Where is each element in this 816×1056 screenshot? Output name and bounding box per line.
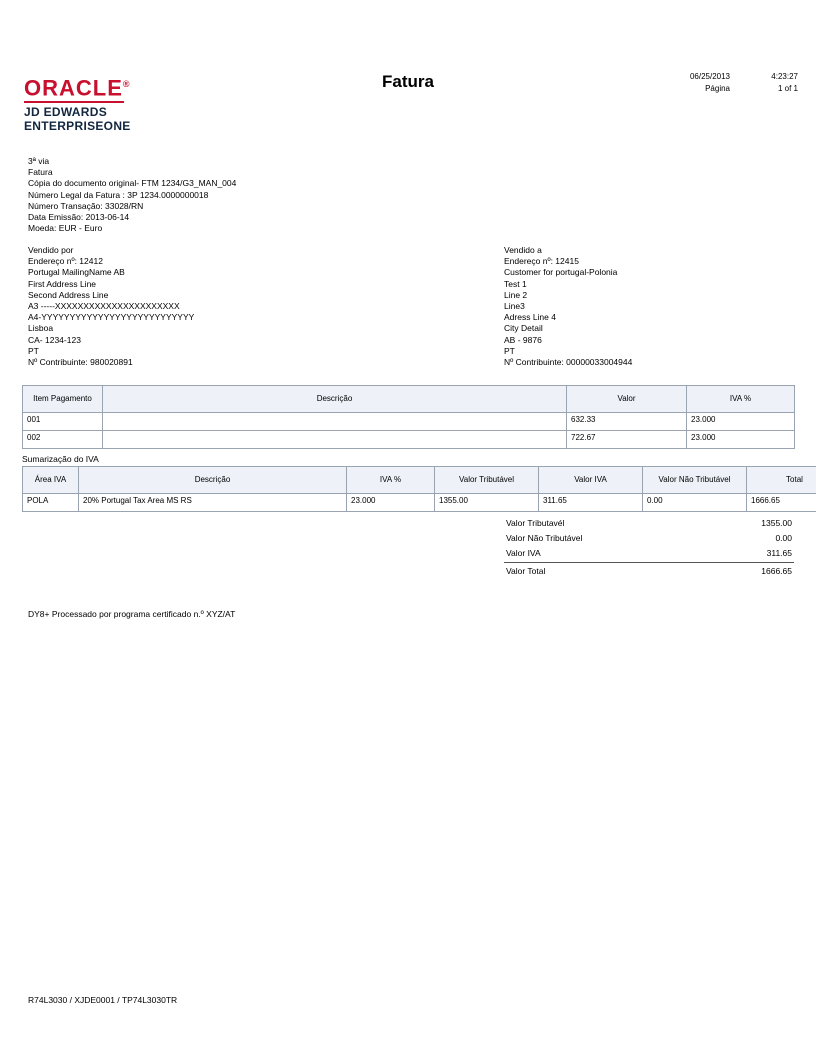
column-header-valor: Valor [567, 386, 687, 413]
total-label: Valor Tributavél [506, 518, 565, 528]
cell-valor-nao-tributavel: 0.00 [643, 494, 747, 512]
sold-to-heading: Vendido a [504, 245, 542, 255]
total-row-valor-total [504, 562, 794, 579]
oracle-brand-text: ORACLE [24, 75, 123, 101]
total-label: Valor Total [506, 566, 546, 576]
sold-by-block [28, 245, 468, 368]
report-id-footer: R74L3030 / XJDE0001 / TP74L3030TR [28, 995, 178, 1005]
lines-header-row [23, 386, 795, 413]
cell-valor-tributavel: 1355.00 [435, 494, 539, 512]
header-time: 4:23:27 [771, 72, 798, 81]
sold-by-line: A3 -----XXXXXXXXXXXXXXXXXXXXXX [28, 301, 180, 312]
iva-summary-label: Sumarização do IVA [22, 454, 99, 464]
header-page-row [578, 83, 798, 95]
oracle-logo [24, 73, 214, 133]
cell-total: 1666.65 [747, 494, 816, 512]
total-label: Valor IVA [506, 548, 541, 558]
cell-iva-pct: 23.000 [347, 494, 435, 512]
sold-to-line: Customer for portugal-Polonia [504, 267, 618, 278]
product-name-line1: JD EDWARDS [24, 105, 108, 120]
sold-by-line: Portugal MailingName AB [28, 267, 125, 278]
logo-underline [24, 101, 124, 103]
registered-mark-icon: ® [122, 79, 131, 89]
invoice-lines-table [22, 385, 795, 449]
total-value: 1666.65 [761, 566, 792, 576]
column-header-valor-iva: Valor IVA [539, 467, 643, 494]
product-name-line2: ENTERPRISEONE [24, 119, 131, 134]
certification-note: DY8+ Processado por programa certificado n.º XYZ/AT [28, 609, 236, 619]
cell-valor: 632.33 [567, 413, 687, 431]
cell-item: 001 [23, 413, 103, 431]
column-header-descricao: Descrição [103, 386, 567, 413]
table-row [23, 494, 816, 512]
iva-header-row [23, 467, 816, 494]
cell-iva: 23.000 [687, 431, 795, 449]
cell-area: POLA [23, 494, 79, 512]
cell-descricao [103, 413, 567, 431]
header-page-value: 1 of 1 [777, 84, 798, 93]
doc-info-line: Data Emissão: 2013-06-14 [28, 212, 130, 223]
total-row-valor-iva [504, 546, 794, 561]
sold-by-line: Endereço nº: 12412 [28, 256, 103, 267]
sold-to-block [504, 245, 794, 368]
cell-iva: 23.000 [687, 413, 795, 431]
sold-by-line: PT [28, 345, 39, 356]
sold-to-line: Line3 [504, 301, 525, 312]
header-datetime-row [578, 71, 798, 83]
page-title: Fatura [382, 72, 434, 91]
column-header-valor-nao-tributavel: Valor Não Tributável [643, 467, 747, 494]
column-header-item-pagamento: Item Pagamento [23, 386, 103, 413]
doc-info-line: Moeda: EUR - Euro [28, 223, 103, 234]
cell-descricao: 20% Portugal Tax Area MS RS [79, 494, 347, 512]
header-page-label: Página [705, 84, 730, 93]
column-header-iva-descricao: Descrição [79, 467, 347, 494]
cell-valor: 722.67 [567, 431, 687, 449]
sold-to-line: AB - 9876 [504, 334, 542, 345]
sold-by-line: First Address Line [28, 278, 97, 289]
header-meta [578, 71, 798, 95]
cell-descricao [103, 431, 567, 449]
column-header-area-iva: Área IVA [23, 467, 79, 494]
total-value: 1355.00 [761, 518, 792, 528]
sold-by-line: Second Address Line [28, 289, 109, 300]
iva-summary-table [22, 466, 816, 512]
column-header-total: Total [747, 467, 816, 494]
column-header-iva-pct: IVA % [687, 386, 795, 413]
sold-to-line: Adress Line 4 [504, 312, 556, 323]
cell-valor-iva: 311.65 [539, 494, 643, 512]
sold-by-line: A4-YYYYYYYYYYYYYYYYYYYYYYYYYYY [28, 312, 195, 323]
sold-to-line: PT [504, 345, 515, 356]
table-row [23, 431, 795, 449]
column-header-valor-tributavel: Valor Tributável [435, 467, 539, 494]
sold-to-line: Test 1 [504, 278, 527, 289]
document-info-block [28, 156, 236, 234]
sold-to-line: Nº Contribuinte: 00000033004944 [504, 357, 633, 368]
header-date: 06/25/2013 [689, 72, 730, 81]
total-value: 311.65 [766, 548, 792, 558]
sold-by-line: CA- 1234-123 [28, 334, 81, 345]
cell-item: 002 [23, 431, 103, 449]
sold-by-heading: Vendido por [28, 245, 74, 255]
doc-info-line: Fatura [28, 167, 53, 178]
table-row [23, 413, 795, 431]
total-row-valor-tributavel [504, 516, 794, 531]
sold-to-line: Line 2 [504, 289, 528, 300]
oracle-wordmark [24, 73, 214, 99]
totals-block [504, 516, 794, 579]
sold-to-line: Endereço nº: 12415 [504, 256, 579, 267]
doc-info-line: Número Legal da Fatura : 3P 1234.0000000018 [28, 189, 209, 200]
doc-info-line: Número Transação: 33028/RN [28, 200, 144, 211]
sold-by-line: Nº Contribuinte: 980020891 [28, 357, 133, 368]
doc-info-line: 3ª via [28, 156, 50, 166]
sold-by-line: Lisboa [28, 323, 54, 334]
total-label: Valor Não Tributável [506, 533, 583, 543]
total-value: 0.00 [775, 533, 792, 543]
sold-to-line: City Detail [504, 323, 543, 334]
column-header-iva-pct: IVA % [347, 467, 435, 494]
doc-info-line: Cópia do documento original- FTM 1234/G3_MAN_004 [28, 178, 237, 189]
total-row-valor-nao-tributavel [504, 531, 794, 546]
